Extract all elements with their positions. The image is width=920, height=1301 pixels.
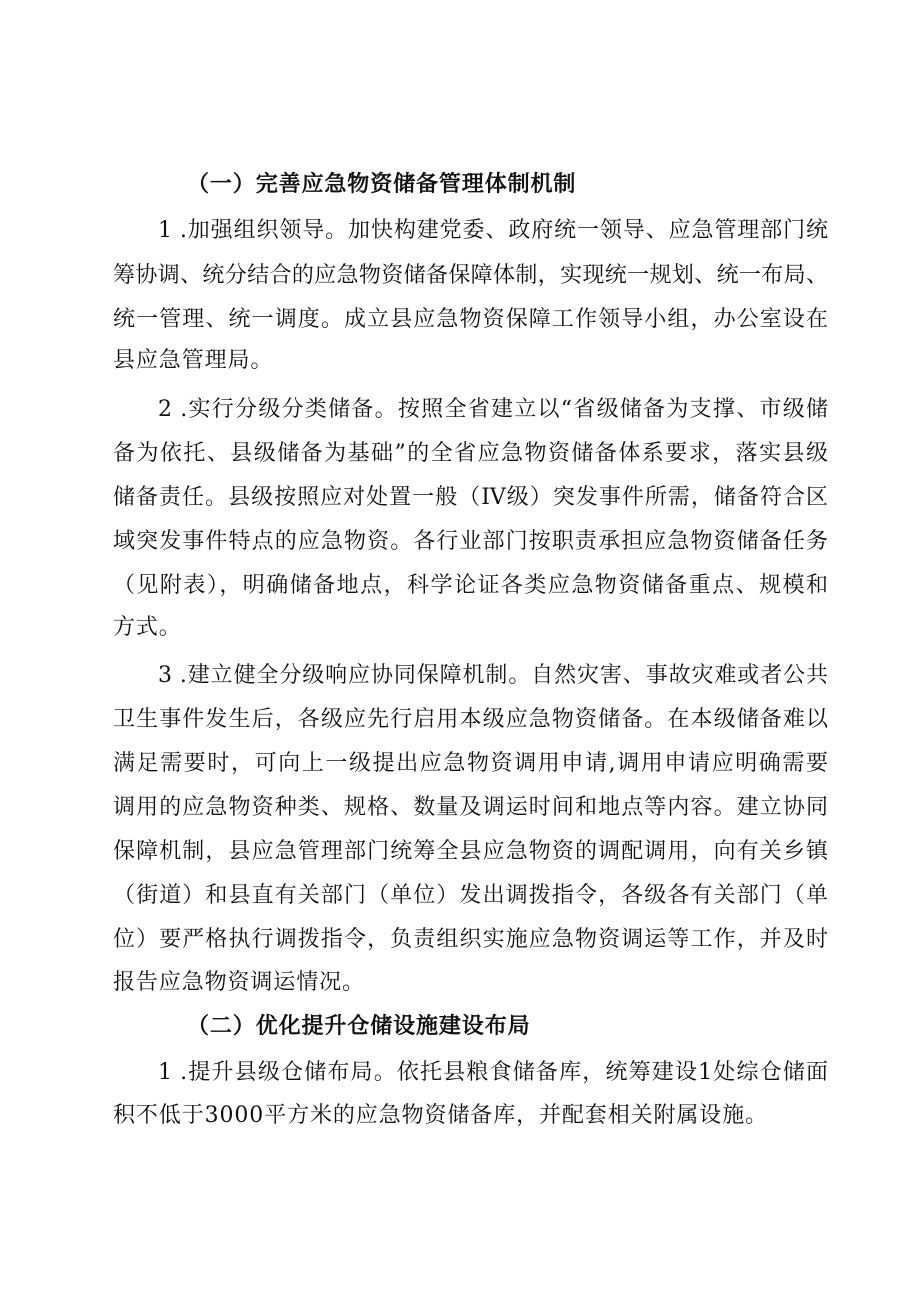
paragraph-line: 报告应急物资调运情况。 xyxy=(113,970,365,995)
paragraph-line: 积不低于3000平方米的应急物资储备库，并配套相关附属设施。 xyxy=(113,1103,768,1128)
paragraph-line: （见附表），明确储备地点，科学论证各类应急物资储备重点、规模和 xyxy=(113,573,828,598)
paragraph-line: 方式。 xyxy=(113,615,182,640)
paragraph-line: 1 .提升县级仓储布局。依托县粮食储备库，统筹建设1处综仓储面 xyxy=(158,1060,828,1085)
paragraph-line: 2 .实行分级分类储备。按照全省建立以“省级储备为支撑、市级储 xyxy=(158,397,828,422)
section-1-heading: （一）完善应急物资储备管理体制机制 xyxy=(187,172,577,197)
paragraph-line: 满足需要时，可向上一级提出应急物资调用申请,调用申请应明确需要 xyxy=(113,751,828,776)
paragraph-line: 1 .加强组织领导。加快构建党委、政府统一领导、应急管理部门统 xyxy=(158,218,828,243)
paragraph-line: 备为依托、县级储备为基础”的全省应急物资储备体系要求，落实县级 xyxy=(113,441,828,466)
paragraph-line: 县应急管理局。 xyxy=(113,348,274,373)
paragraph-line: 筹协调、统分结合的应急物资储备保障体制，实现统一规划、统一布局、 xyxy=(113,263,828,288)
paragraph-line: 调用的应急物资种类、规格、数量及调运时间和地点等内容。建立协同 xyxy=(113,795,828,820)
paragraph-line: 统一管理、统一调度。成立县应急物资保障工作领导小组，办公室设在 xyxy=(113,307,828,332)
paragraph-line: 卫生事件发生后，各级应先行启用本级应急物资储备。在本级储备难以 xyxy=(113,707,828,732)
paragraph-line: 位）要严格执行调拨指令，负责组织实施应急物资调运等工作，并及时 xyxy=(113,927,828,952)
paragraph-line: （街道）和县直有关部门（单位）发出调拨指令，各级各有关部门（单 xyxy=(113,883,828,908)
paragraph-line: 保障机制，县应急管理部门统筹全县应急物资的调配调用，向有关乡镇 xyxy=(113,839,828,864)
paragraph-line: 储备责任。县级按照应对处置一般（IV级）突发事件所需，储备符合区 xyxy=(113,485,828,510)
paragraph-line: 域突发事件特点的应急物资。各行业部门按职责承担应急物资储备任务 xyxy=(113,529,828,554)
section-2-heading: （二）优化提升仓储设施建设布局 xyxy=(187,1014,531,1039)
paragraph-line: 3 .建立健全分级响应协同保障机制。自然灾害、事故灾难或者公共 xyxy=(158,663,828,688)
